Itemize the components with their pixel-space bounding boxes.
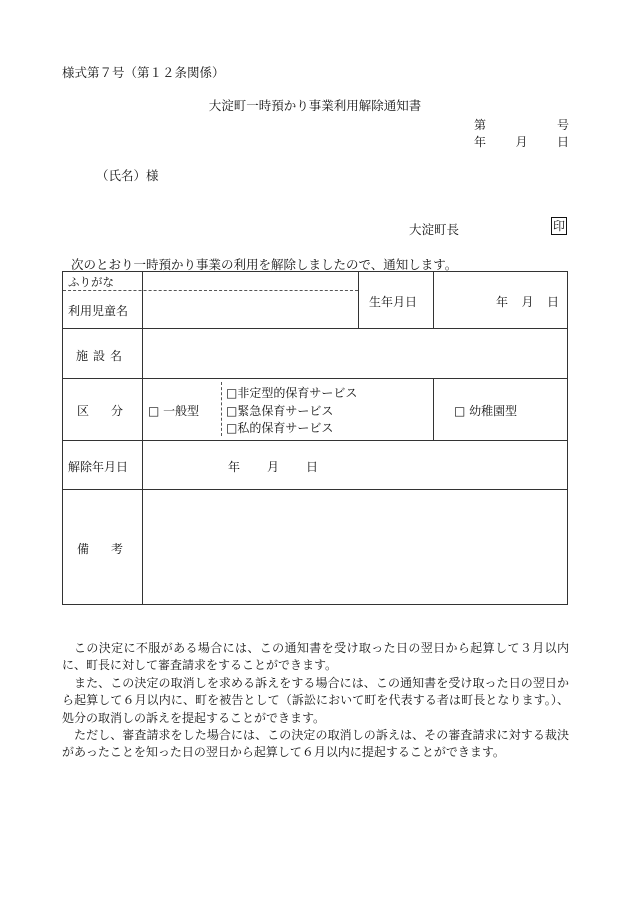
note-paragraph: また、この決定の取消しを求める訴えをする場合には、この通知書を受け取った日の翌日から起算して６月以内に、町を被告として（訴訟において町を代表する者は町長となります。）、処分の取消しの訴えを提起することができます。 <box>62 675 569 725</box>
note-paragraph: ただし、審査請求をした場合には、この決定の取消しの訴えは、その審査請求に対する裁決があったことを知った日の翌日から起算して６月以内に提起することができます。 <box>62 728 569 760</box>
birth-month: 月 <box>521 295 534 309</box>
row-divider <box>63 378 567 379</box>
notice-date-year: 年 <box>474 135 487 149</box>
furigana-divider <box>63 290 358 291</box>
cancellation-table <box>62 271 568 605</box>
cancel-year: 年 <box>228 460 241 474</box>
row-divider <box>63 489 567 490</box>
category-sub-option[interactable]: □私的保育サービス <box>226 421 334 435</box>
category-label: 区分 <box>77 404 146 418</box>
remarks-label: 備考 <box>77 542 146 556</box>
issuer: 大淀町長 <box>409 222 460 237</box>
form-number: 様式第７号（第１２条関係） <box>62 65 225 80</box>
cancel-day: 日 <box>305 460 318 474</box>
addressee: （氏名）様 <box>96 168 159 183</box>
number-suffix: 号 <box>556 118 569 132</box>
birthdate-value-divider <box>433 272 434 328</box>
notice-number <box>474 116 569 133</box>
notice-date-month: 月 <box>515 135 528 149</box>
notice-date <box>474 133 569 150</box>
child-name-label: 利用児童名 <box>68 304 129 318</box>
kindergarten-divider <box>433 378 434 440</box>
document-title: 大淀町一時預かり事業利用解除通知書 <box>208 98 422 113</box>
birth-year: 年 <box>496 295 509 309</box>
seal-mark: 印 <box>552 219 565 233</box>
category-sub-option[interactable]: □非定型的保育サービス <box>226 386 358 400</box>
cancel-date-value <box>228 458 318 475</box>
number-prefix: 第 <box>474 118 487 132</box>
row-divider <box>63 328 567 329</box>
birth-day: 日 <box>546 295 559 309</box>
furigana-label: ふりがな <box>68 275 114 289</box>
notice-date-day: 日 <box>556 135 569 149</box>
category-sub-option[interactable]: □緊急保育サービス <box>226 404 334 418</box>
facility-label: 施設名 <box>76 349 128 363</box>
birthdate-label: 生年月日 <box>369 295 418 309</box>
cancel-date-label: 解除年月日 <box>68 460 129 474</box>
note-paragraph: この決定に不服がある場合には、この通知書を受け取った日の翌日から起算して３月以内に、町長に対して審査請求をすることができます。 <box>62 641 569 673</box>
birthdate-divider <box>358 272 359 328</box>
category-general-checkbox[interactable]: □ 一般型 <box>148 404 200 418</box>
category-kindergarten-checkbox[interactable]: □ 幼稚園型 <box>454 404 518 418</box>
appeal-notes <box>62 640 569 762</box>
category-dashed-divider <box>221 382 222 436</box>
cancel-month: 月 <box>266 460 279 474</box>
row-divider <box>63 440 567 441</box>
intro-text: 次のとおり一時預かり事業の利用を解除しましたので、通知します。 <box>71 257 458 272</box>
birthdate-value <box>496 293 559 310</box>
